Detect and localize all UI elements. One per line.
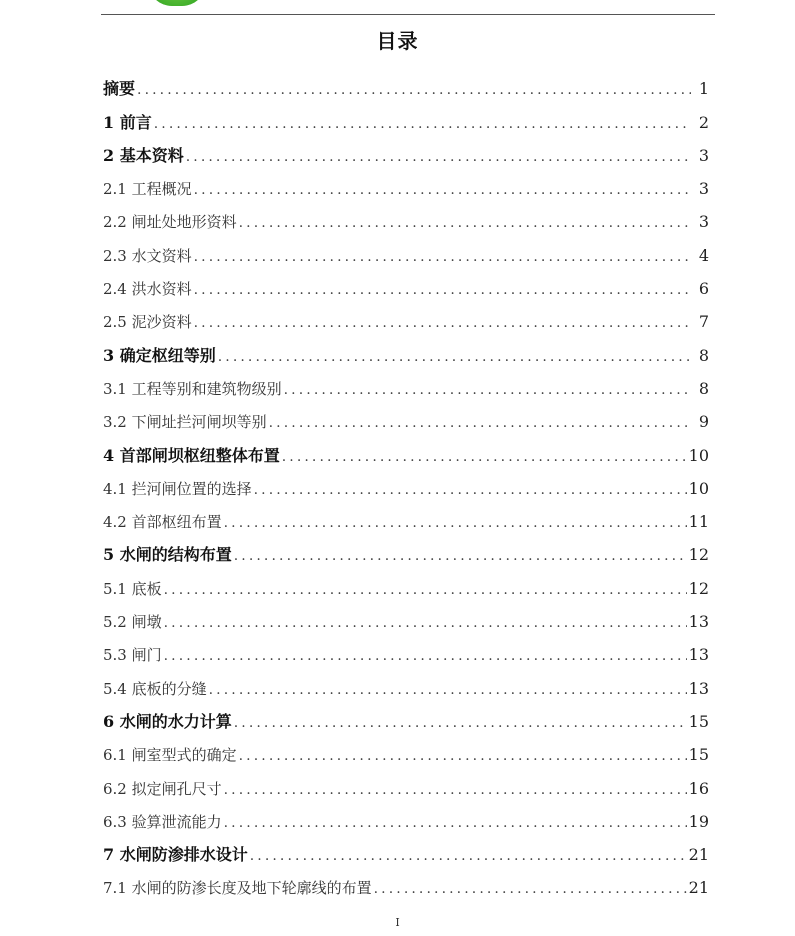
toc-entry-label: 2.5 泥沙资料 (103, 313, 192, 332)
toc-leader-dots (234, 549, 687, 563)
toc-entry[interactable] (103, 697, 709, 730)
toc-entry-label: 4 首部闸坝枢纽整体布置 (103, 445, 280, 465)
toc-entry-label: 5.2 闸墩 (103, 613, 162, 632)
toc-entry-label: 4.2 首部枢纽布置 (103, 513, 222, 532)
toc-entry-label: 5 水闸的结构布置 (103, 545, 232, 565)
toc-leader-dots (374, 882, 687, 896)
toc-entry-label: 7.1 水闸的防渗长度及地下轮廓线的布置 (103, 879, 372, 898)
toc-entry[interactable] (103, 397, 709, 430)
toc-entry-page: 12 (688, 578, 709, 598)
toc-entry-page: 2 (698, 112, 709, 132)
toc-entry-page: 3 (698, 145, 709, 165)
toc-leader-dots (254, 483, 687, 497)
toc-entry-page: 12 (688, 545, 709, 565)
toc-leader-dots (194, 316, 691, 330)
toc-leader-dots (284, 383, 691, 397)
toc-entry-label: 6.1 闸室型式的确定 (103, 746, 237, 765)
toc-entry-page: 4 (698, 245, 709, 265)
toc-entry-page: 13 (688, 645, 709, 665)
toc-entry-label: 3 确定枢纽等别 (103, 345, 216, 365)
toc-entry[interactable] (103, 97, 709, 130)
toc-leader-dots (269, 416, 691, 430)
toc-leader-dots (164, 649, 687, 663)
toc-entry[interactable] (103, 197, 709, 230)
toc-leader-dots (194, 183, 691, 197)
toc-entry-label: 6.2 拟定闸孔尺寸 (103, 779, 222, 798)
toc-entry-label: 4.1 拦河闸位置的选择 (103, 479, 252, 498)
toc-entry-label: 2 基本资料 (103, 145, 184, 165)
toc-entry-page: 13 (688, 612, 709, 632)
toc-entry-page: 15 (688, 711, 709, 731)
toc-entry-page: 8 (698, 345, 709, 365)
toc-entry[interactable] (103, 464, 709, 497)
toc-entry-label: 6.3 验算泄流能力 (103, 812, 222, 831)
toc-entry-label: 摘要 (103, 79, 136, 99)
toc-entry-page: 6 (698, 279, 709, 299)
toc-entry[interactable] (103, 164, 709, 197)
toc-entry-page: 1 (698, 79, 709, 99)
toc-leader-dots (224, 816, 687, 830)
toc-entry-label: 2.4 洪水资料 (103, 280, 192, 299)
toc-entry[interactable] (103, 264, 709, 297)
toc-entry-page: 3 (698, 179, 709, 199)
toc-leader-dots (209, 683, 687, 697)
toc-entry-page: 9 (698, 412, 709, 432)
toc-entry-label: 2.1 工程概况 (103, 180, 192, 199)
toc-entry-label: 3.2 下闸址拦河闸坝等别 (103, 413, 267, 432)
toc-entry[interactable] (103, 364, 709, 397)
toc-leader-dots (239, 749, 687, 763)
toc-entry-label: 5.3 闸门 (103, 646, 162, 665)
toc-entry[interactable] (103, 330, 709, 363)
toc-entry-page: 8 (698, 378, 709, 398)
toc-entry[interactable] (103, 630, 709, 663)
toc-entry[interactable] (103, 430, 709, 463)
toc-entry-label: 5.1 底板 (103, 579, 162, 598)
table-of-contents (103, 64, 709, 896)
toc-leader-dots (137, 83, 691, 97)
toc-entry[interactable] (103, 64, 709, 97)
toc-leader-dots (250, 849, 687, 863)
toc-entry-label: 2.2 闸址处地形资料 (103, 213, 237, 232)
page-number: I (395, 916, 400, 929)
toc-leader-dots (154, 117, 691, 131)
toc-leader-dots (194, 250, 691, 264)
toc-leader-dots (186, 150, 691, 164)
toc-entry-page: 10 (688, 445, 709, 465)
toc-entry[interactable] (103, 830, 709, 863)
toc-entry-label: 2.3 水文资料 (103, 246, 192, 265)
toc-entry[interactable] (103, 663, 709, 696)
toc-entry[interactable] (103, 497, 709, 530)
toc-entry[interactable] (103, 597, 709, 630)
toc-entry-label: 1 前言 (103, 112, 152, 132)
toc-entry-page: 21 (688, 845, 709, 865)
toc-entry[interactable] (103, 563, 709, 596)
toc-entry-page: 11 (688, 512, 709, 532)
toc-entry-page: 13 (688, 678, 709, 698)
toc-entry-page: 3 (698, 212, 709, 232)
toc-leader-dots (282, 450, 687, 464)
header-rule (101, 14, 715, 15)
toc-leader-dots (164, 583, 687, 597)
toc-entry[interactable] (103, 530, 709, 563)
toc-leader-dots (164, 616, 687, 630)
toc-entry-page: 15 (688, 745, 709, 765)
toc-entry-page: 7 (698, 312, 709, 332)
toc-entry-page: 19 (688, 811, 709, 831)
toc-entry-label: 3.1 工程等别和建筑物级别 (103, 379, 282, 398)
toc-entry-label: 5.4 底板的分缝 (103, 679, 207, 698)
toc-entry-label: 6 水闸的水力计算 (103, 711, 232, 731)
toc-entry[interactable] (103, 131, 709, 164)
toc-leader-dots (224, 516, 687, 530)
toc-entry-page: 21 (688, 878, 709, 898)
toc-entry-page: 16 (688, 778, 709, 798)
toc-leader-dots (224, 783, 687, 797)
toc-entry[interactable] (103, 297, 709, 330)
toc-entry[interactable] (103, 863, 709, 896)
toc-entry-page: 10 (688, 478, 709, 498)
toc-leader-dots (239, 216, 691, 230)
toc-leader-dots (194, 283, 691, 297)
toc-entry[interactable] (103, 797, 709, 830)
toc-entry[interactable] (103, 763, 709, 796)
toc-leader-dots (234, 716, 687, 730)
toc-entry-label: 7 水闸防渗排水设计 (103, 845, 248, 865)
toc-entry[interactable] (103, 230, 709, 263)
toc-leader-dots (218, 350, 691, 364)
page-title: 目录 (376, 29, 419, 53)
logo-icon (148, 0, 206, 6)
toc-entry[interactable] (103, 730, 709, 763)
